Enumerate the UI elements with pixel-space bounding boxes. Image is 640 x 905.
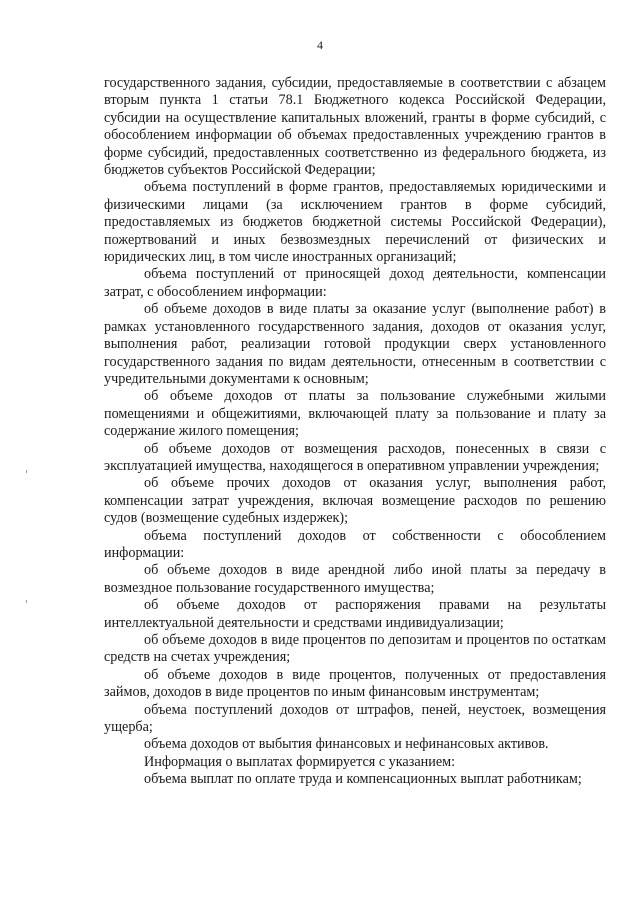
paragraph: государственного задания, субсидии, предоставляемые в соответствии с абзацем вторым пункта 1 статьи 78.1 Бюджетного кодекса Российской Федерации, субсидии на осуществление капитальных вложений, гранты в форме субсидий, с обособлением информации об объемах предоставленных учреждению грантов в форме субсидий, предоставленных соответственно из федерального бюджета, из бюджетов субъектов Российской Федерации; xyxy=(104,75,606,179)
paragraph: об объеме доходов в виде процентов, полученных от предоставления займов, доходов в виде процентов по иным финансовым инструментам; xyxy=(104,666,606,701)
paragraph: об объеме прочих доходов от оказания услуг, выполнения работ, компенсации затрат учреждения, включая возмещение расходов по решению судов (возмещение судебных издержек); xyxy=(104,475,606,527)
margin-mark xyxy=(26,600,27,603)
paragraph: объема поступлений доходов от собственности с обособлением информации: xyxy=(104,527,606,561)
paragraph: об объеме доходов в виде арендной либо иной платы за передачу в возмездное пользование государственного имущества; xyxy=(104,562,606,596)
page-number: 4 xyxy=(317,38,323,52)
paragraph: об объеме доходов в виде платы за оказание услуг (выполнение работ) в рамках установленного государственного задания, доходов от оказания услуг, выполнения работ, реализации готовой продукции сверх установленного государственного задания по видам деятельности, отнесенным в соответствии с учредительными документами к основным; xyxy=(104,301,606,387)
paragraph: объема поступлений в форме грантов, предоставляемых юридическими и физическими лицами (за исключением грантов в форме субсидий, предоставляемых из бюджетов бюджетной системы Российской Федерации), пожертвований и иных безвозмездных перечислений от физических и юридических лиц, в том числе иностранных организаций; xyxy=(104,179,606,266)
paragraph: объема выплат по оплате труда и компенсационных выплат работникам; xyxy=(144,771,582,788)
paragraph: об объеме доходов от возмещения расходов, понесенных в связи с эксплуатацией имущества, находящегося в оперативном управлении учреждения; xyxy=(104,440,606,474)
paragraph: об объеме доходов от платы за пользование служебными жилыми помещениями и общежитиями, включающей плату за пользование и плату за содержание жилого помещения; xyxy=(104,388,606,440)
paragraph: объема доходов от выбытия финансовых и нефинансовых активов. xyxy=(144,736,549,753)
margin-mark xyxy=(26,470,27,473)
paragraph: об объеме доходов в виде процентов по депозитам и процентов по остаткам средств на счетах учреждения; xyxy=(104,632,606,666)
paragraph: объема поступлений доходов от штрафов, пеней, неустоек, возмещения ущерба; xyxy=(104,701,606,736)
paragraph: Информация о выплатах формируется с указанием: xyxy=(144,753,456,770)
paragraph: об объеме доходов от распоряжения правами на результаты интеллектуальной деятельности и средствами индивидуализации; xyxy=(104,597,606,631)
document-body xyxy=(104,75,606,789)
paragraph: объема поступлений от приносящей доход деятельности, компенсации затрат, с обособлением информации: xyxy=(104,266,606,300)
